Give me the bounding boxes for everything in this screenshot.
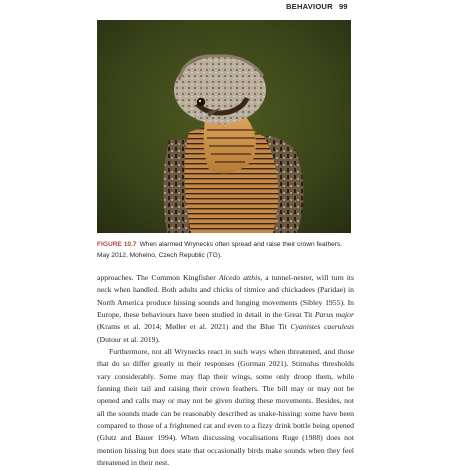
body-text	[97, 272, 354, 470]
species-name: Cyanistes caeruleus	[290, 322, 355, 332]
text-run: (Dutour et al. 2019).	[97, 334, 160, 344]
figure-label: FIGURE 10.7	[97, 241, 137, 248]
body-paragraph	[97, 272, 354, 346]
text-run: Furthermore, not all Wrynecks react in such ways when threatened, and those that do so differ greatly in their responses (Gorman 2021). Stimulus thresholds vary considerably. Some may flap their wings, some only droop them, while fanning their tail and raising their crown feathers. The bill may or may not be opened and calls may or may not be given during these movements. Besides, not all the sounds made can be reasonably described as snake-hissing: some have been compared to those of a frightened cat and even to a fizzy drink bottle being opened (Glutz and Bauer 1994). When discussing vocalisations Ruge (1988) does not mention hissing but does state that occasionally birds make sounds when they feel threatened in their nest.	[97, 347, 354, 468]
species-name: Parus major	[314, 310, 355, 320]
text-run: approaches. The Common Kingfisher	[97, 273, 219, 282]
section-title: BEHAVIOUR	[286, 2, 333, 11]
text-run: , a tunnel-nester, will turn its neck when handled. Both adults and chicks of titmice and chickadees (Paridae) in North America produce hissing sounds and lunging movements (Sibley 1955). In Europe, these behaviours have been studied in detail in the Great Tit	[97, 273, 354, 320]
body-paragraph	[97, 346, 354, 469]
species-name: Alcedo atthis	[218, 273, 261, 282]
text-run: (Krams et al. 2014; Møller et al. 2021) and the Blue Tit	[97, 322, 291, 332]
figure-caption	[97, 240, 353, 261]
figure-caption-text: When alarmed Wrynecks often spread and raise their crown feathers. May 2012, Mohelno, Czech Republic (TG).	[97, 241, 343, 259]
page-number: 99	[339, 2, 348, 11]
wryneck-photo	[97, 20, 351, 233]
running-header	[0, 2, 449, 14]
